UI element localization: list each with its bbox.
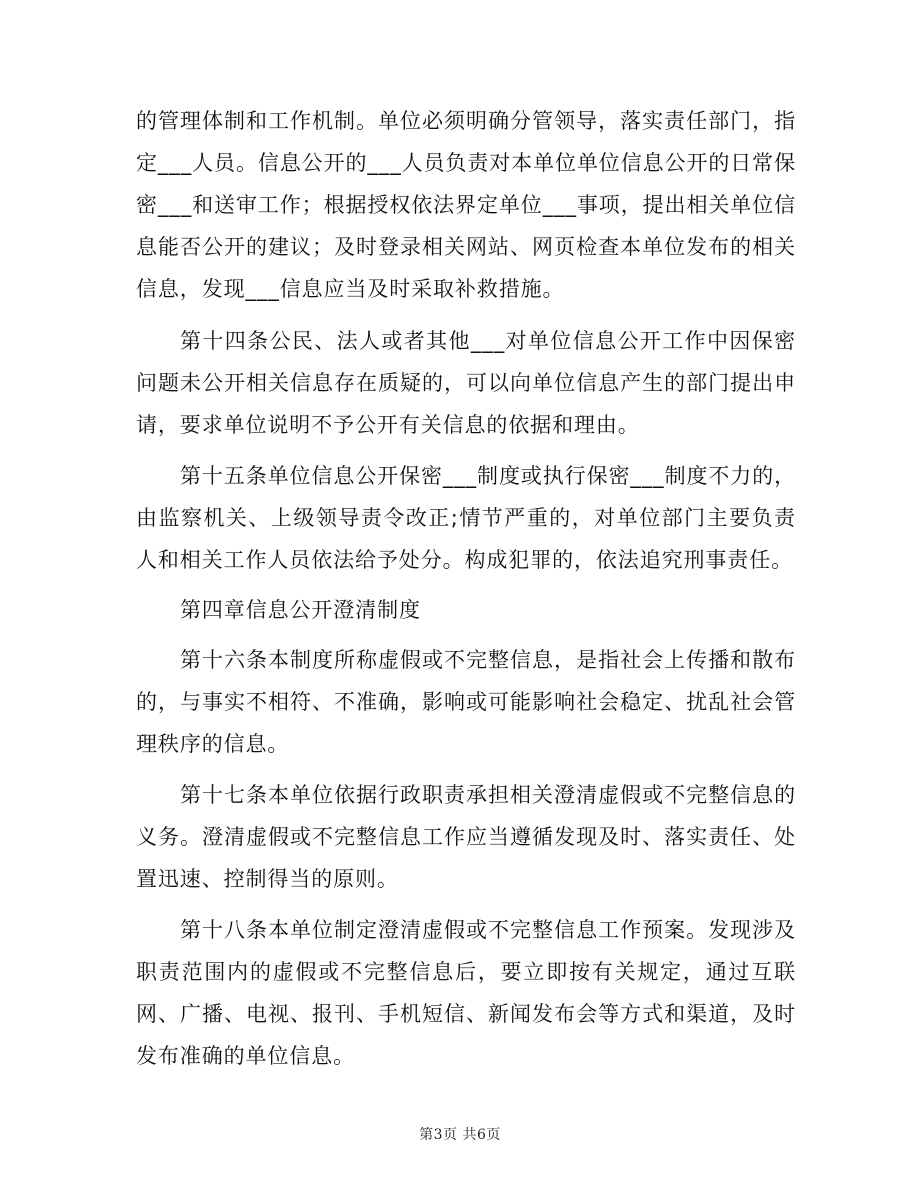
paragraph-continuation: 的管理体制和工作机制。单位必须明确分管领导，落实责任部门，指定___人员。信息公开的___人员负责对本单位单位信息公开的日常保密___和送审工作；根据授权依法界定单位___事项，提出相关单位信息能否公开的建议；及时登录相关网站、网页检查本单位发布的相关信息，发现___信息应当及时采取补救措施。 xyxy=(136,109,796,301)
document-body xyxy=(136,100,796,1077)
paragraph-article-15: 第十五条单位信息公开保密___制度或执行保密___制度不力的，由监察机关、上级领导责令改正;情节严重的，对单位部门主要负责人和相关工作人员依法给予处分。构成犯罪的，依法追究刑事责任。 xyxy=(136,464,796,572)
paragraph-article-17: 第十七条本单位依据行政职责承担相关澄清虚假或不完整信息的义务。澄清虚假或不完整信息工作应当遵循发现及时、落实责任、处置迅速、控制得当的原则。 xyxy=(136,783,796,891)
page-number: 第3页 共6页 xyxy=(419,1127,501,1143)
paragraph-article-16: 第十六条本制度所称虚假或不完整信息，是指社会上传播和散布的，与事实不相符、不准确，影响或可能影响社会稳定、扰乱社会管理秩序的信息。 xyxy=(136,648,796,756)
paragraph-article-18: 第十八条本单位制定澄清虚假或不完整信息工作预案。发现涉及职责范围内的虚假或不完整信息后，要立即按有关规定，通过互联网、广播、电视、报刊、手机短信、新闻发布会等方式和渠道，及时发布准确的单位信息。 xyxy=(136,918,796,1068)
chapter-heading-4: 第四章信息公开澄清制度 xyxy=(180,598,421,622)
paragraph-article-14: 第十四条公民、法人或者其他___对单位信息公开工作中因保密问题未公开相关信息存在质疑的，可以向单位信息产生的部门提出申请，要求单位说明不予公开有关信息的依据和理由。 xyxy=(136,329,796,437)
